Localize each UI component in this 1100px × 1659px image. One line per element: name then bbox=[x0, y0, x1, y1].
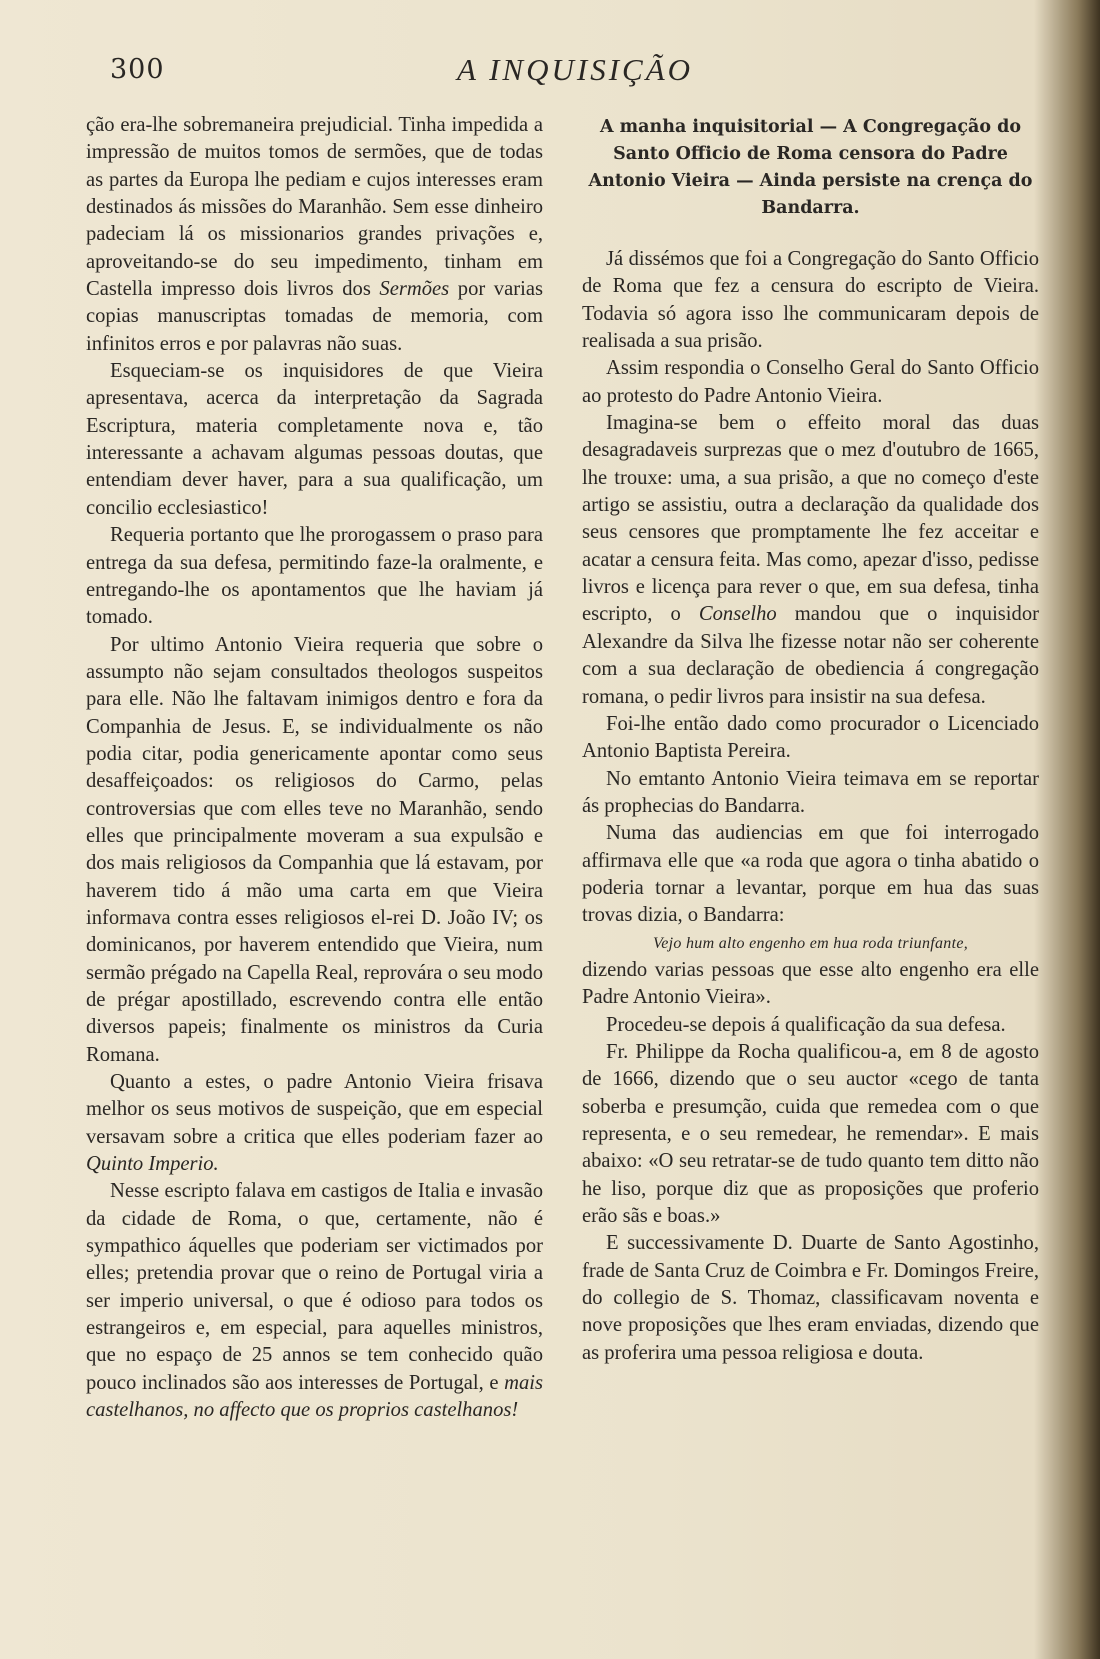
paragraph: Foi-lhe então dado como procurador o Licenciado Antonio Baptista Pereira. bbox=[582, 712, 1039, 763]
paragraph: Procedeu-se depois á qualificação da sua defesa. bbox=[606, 1013, 1006, 1036]
paragraph: Requeria portanto que lhe prorogassem o praso para entrega da sua defesa, permitindo faze-la oralmente, e entregando-lhe os apontamentos que lhe haviam já tomado. bbox=[86, 524, 543, 629]
paragraph: dizendo varias pessoas que esse alto engenho era elle Padre Antonio Vieira». bbox=[582, 958, 1039, 1009]
section-heading: A manha inquisitorial — A Congregação do Santo Officio de Roma censora do Padre Antonio Vieira — Ainda persiste na crença do Bandarra. bbox=[588, 117, 1033, 218]
paragraph: Imagina-se bem o effeito moral das duas desagradaveis surprezas que o mez d'outubro de 1665, lhe trouxe: uma, a sua prisão, a que no começo d'este artigo se assistiu, outra a declaração da qualidade dos seus censores que promptamente lhe fez acceitar e acatar a censura feita. Mas como, apezar d'isso, pedisse livros e licença para rever o que, em sua defesa, tinha escripto, o Conselho mandou que o inquisidor Alexandre da Silva lhe fizesse notar não ser coherente com a sua declaração de obediencia á congregação romana, o pedir livros para insistir na sua defesa. bbox=[582, 412, 1039, 708]
paragraph: No emtanto Antonio Vieira teimava em se reportar ás prophecias do Bandarra. bbox=[582, 767, 1039, 817]
paragraph: Por ultimo Antonio Vieira requeria que sobre o assumpto não sejam consultados theologos suspeitos para elle. Não lhe faltavam inimigos dentro e fora da Companhia de Jesus. E, se individualmente os não podia citar, podia genericamente apontar como seus desaffeiçoados: os religiosos do Carmo, pelas controversias que com elles teve no Maranhão, sendo elles que principalmente moveram a sua expulsão e dos mais religiosos da Companhia que lá estavam, por haverem tido á mão uma carta em que Vieira informava contra esses religiosos el-rei D. João IV; os dominicanos, por haverem entendido que Vieira, num sermão prégado na Capella Real, reprovára o seu modo de prégar apostillado, escrevendo contra elle então diversos papeis; finalmente os ministros da Curia Romana. bbox=[86, 633, 543, 1066]
paragraph: Fr. Philippe da Rocha qualificou-a, em 8 de agosto de 1666, dizendo que o seu auctor «cego de tanta soberba e presumção, cuida que remedea com o que representa, e o seu remedear, he remendar». E mais abaixo: «O seu retratar-se de tudo quanto tem ditto não he liso, porque diz que as proposições que proferio erão sãs e boas.» bbox=[582, 1040, 1039, 1228]
paragraph: Já dissémos que foi a Congregação do Santo Officio de Roma que fez a censura do escripto de Vieira. Todavia só agora isso lhe communicaram depois de realisada a sua prisão. bbox=[582, 248, 1039, 353]
running-title: A INQUISIÇÃO bbox=[456, 52, 694, 87]
page-number: 300 bbox=[110, 54, 165, 85]
right-column bbox=[582, 112, 1039, 1367]
paragraph: ção era-lhe sobremaneira prejudicial. Tinha impedida a impressão de muitos tomos de sermões, que de todas as partes da Europa lhe pediam e cujos interesses eram destinados ás missões do Maranhão. Sem esse dinheiro padeciam lá os missionarios grandes privações e, aproveitando-se do seu impedimento, tinham em Castella impresso dois livros dos Sermões por varias copias manuscriptas tomadas de memoria, com infinitos erros e por palavras não suas. bbox=[86, 114, 543, 355]
paragraph: Quanto a estes, o padre Antonio Vieira frisava melhor os seus motivos de suspeição, que em especial versavam sobre a critica que elles poderiam fazer ao Quinto Imperio. bbox=[86, 1071, 543, 1176]
left-column bbox=[86, 112, 543, 1425]
paragraph: Nesse escripto falava em castigos de Italia e invasão da cidade de Roma, o que, certamente, não é sympathico áquelles que poderiam ser victimados por elles; pretendia provar que o reino de Portugal viria a ser imperio universal, o que é odioso para todos os estrangeiros e, em especial, para aquelles ministros, que no espaço de 25 annos se tem conhecido quão pouco inclinados são aos interesses de Portugal, e mais castelhanos, no affecto que os proprios castelhanos! bbox=[86, 1180, 543, 1422]
paragraph: Assim respondia o Conselho Geral do Santo Officio ao protesto do Padre Antonio Vieira. bbox=[582, 357, 1039, 407]
verse-quote: Vejo hum alto engenho em hua roda triunfante, bbox=[652, 934, 969, 952]
paragraph: Esqueciam-se os inquisidores de que Vieira apresentava, acerca da interpretação da Sagrada Escriptura, materia completamente nova e, tão interessante a achavam algumas pessoas doutas, que entendiam dever haver, para a sua qualificação, um concilio ecclesiastico! bbox=[86, 360, 543, 519]
paragraph: Numa das audiencias em que foi interrogado affirmava elle que «a roda que agora o tinha abatido o poderia tornar a levantar, porque em hua das suas trovas dizia, o Bandarra: bbox=[582, 822, 1039, 927]
page-header bbox=[110, 48, 1040, 98]
paragraph: E successivamente D. Duarte de Santo Agostinho, frade de Santa Cruz de Coimbra e Fr. Domingos Freire, do collegio de S. Thomaz, classificavam noventa e nove proposições que lhes eram enviadas, dizendo que as proferira uma pessoa religiosa e douta. bbox=[582, 1232, 1039, 1364]
